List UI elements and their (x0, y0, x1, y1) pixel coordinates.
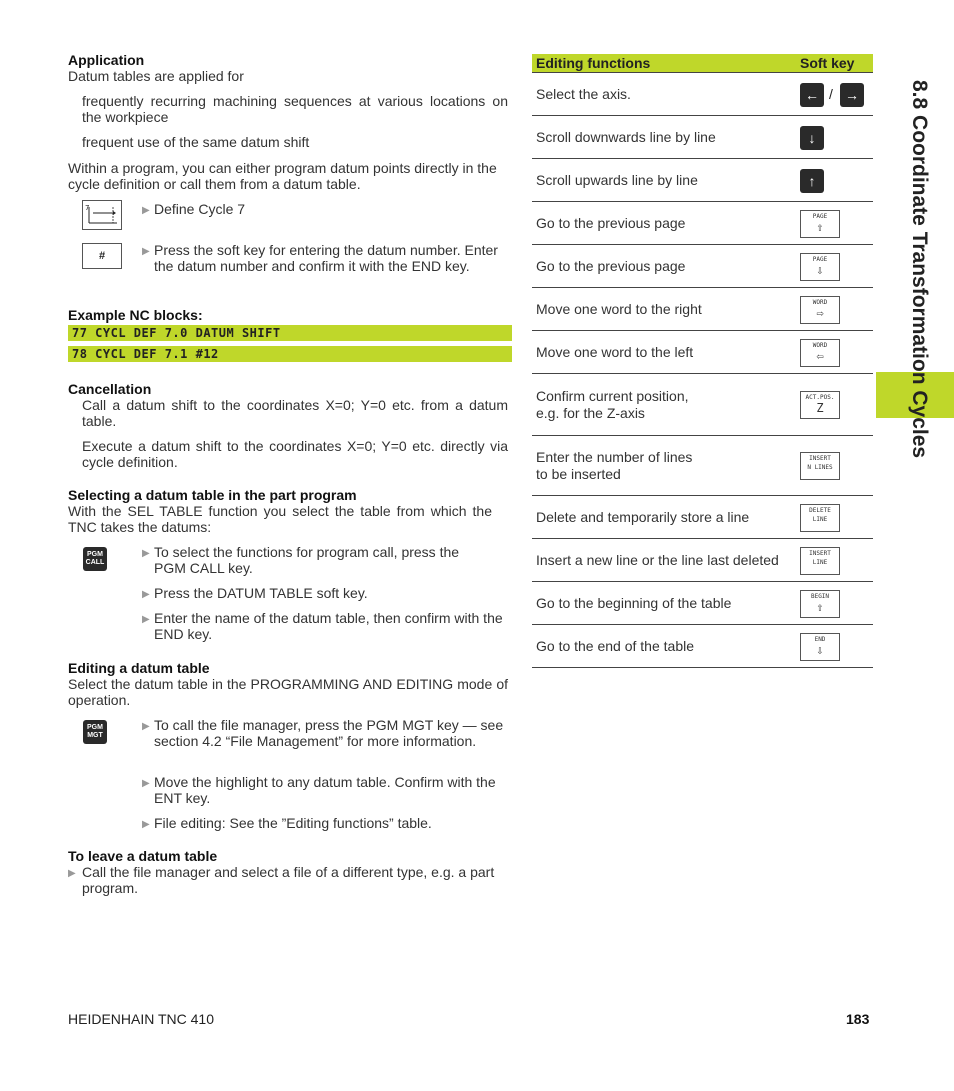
application-bullet-1: frequently recurring machining sequences at various locations on the workpiece (82, 93, 508, 125)
step-arrow-icon: ▶ (68, 868, 76, 879)
insert-softkey[interactable]: INSERT N LINES (800, 452, 840, 480)
step-press-softkey: ▶ Press the soft key for entering the datum number. Enter the datum number and confirm it with the END key. (142, 242, 498, 274)
row-label: Confirm current position, e.g. for the Z-axis (536, 388, 689, 421)
header-functions: Editing functions (536, 55, 651, 71)
table-row (532, 202, 873, 245)
nc-block-77: 77 CYCL DEF 7.0 DATUM SHIFT (68, 325, 512, 341)
svg-text:7: 7 (85, 204, 90, 212)
end-softkey[interactable]: END ⇩ (800, 633, 840, 661)
arrow-right-key[interactable]: → (840, 83, 864, 107)
row-label: Select the axis. (536, 86, 631, 102)
step-arrow-icon: ▶ (142, 614, 150, 625)
slash-separator: / (829, 85, 833, 102)
arrow-down-key[interactable]: ↓ (800, 126, 824, 150)
arrow-left-key[interactable]: ← (800, 83, 824, 107)
page-number: 183 (846, 1011, 870, 1027)
footer-brand: HEIDENHAIN TNC 410 (68, 1011, 215, 1027)
row-label: Go to the end of the table (536, 638, 695, 654)
nc-block-78: 78 CYCL DEF 7.1 #12 (68, 346, 512, 362)
word-softkey[interactable]: WORD ⇦ (800, 339, 840, 367)
row-label: Enter the number of lines to be inserted (536, 449, 693, 482)
leave-step: ▶ Call the file manager and select a file of a different type, e.g. a part program. (68, 864, 495, 896)
select-table-heading: Selecting a datum table in the part program (68, 487, 357, 503)
table-row (532, 288, 873, 331)
application-heading: Application (68, 52, 145, 68)
cancellation-text-1: Call a datum shift to the coordinates X=0; Y=0 etc. from a datum table. (82, 397, 508, 429)
edit-step-1: ▶ To call the file manager, press the PGM MGT key — see section 4.2 “File Management” for more information. (142, 717, 504, 749)
hash-softkey[interactable]: # (82, 243, 122, 269)
table-row (532, 245, 873, 288)
pgm-mgt-key[interactable]: PGM MGT (83, 720, 107, 744)
arrow-up-key[interactable]: ↑ (800, 169, 824, 193)
select-table-intro: With the SEL TABLE function you select the table from which the TNC takes the datums: (68, 503, 492, 535)
step-arrow-icon: ▶ (142, 819, 150, 830)
edit-step-2: ▶ Move the highlight to any datum table. Confirm with the ENT key. (142, 774, 496, 806)
begin-softkey[interactable]: BEGIN ⇧ (800, 590, 840, 618)
header-soft-key: Soft key (800, 55, 855, 71)
word-softkey[interactable]: WORD ⇨ (800, 296, 840, 324)
row-label: Scroll downwards line by line (536, 129, 716, 145)
step-arrow-icon: ▶ (142, 246, 150, 257)
table-row (532, 73, 873, 116)
row-label: Go to the previous page (536, 215, 686, 231)
step-arrow-icon: ▶ (142, 205, 150, 216)
table-row (532, 539, 873, 582)
select-step-1: ▶ To select the functions for program call, press the PGM CALL key. (142, 544, 460, 576)
cancellation-text-2: Execute a datum shift to the coordinates X=0; Y=0 etc. directly via cycle definition. (82, 438, 508, 470)
application-bullet-2: frequent use of the same datum shift (82, 134, 310, 150)
table-row (532, 582, 873, 625)
insert-softkey[interactable]: INSERT LINE (800, 547, 840, 575)
table-row (532, 625, 873, 668)
table-row (532, 436, 873, 496)
row-label: Move one word to the left (536, 344, 694, 360)
editing-heading: Editing a datum table (68, 660, 210, 676)
table-row (532, 374, 873, 436)
step-arrow-icon: ▶ (142, 778, 150, 789)
step-arrow-icon: ▶ (142, 548, 150, 559)
select-step-2: ▶ Press the DATUM TABLE soft key. (142, 585, 368, 601)
within-program-text: Within a program, you can either program datum points directly in the cycle definition or call them from a datum table. (68, 160, 497, 192)
page-softkey[interactable]: PAGE ⇧ (800, 210, 840, 238)
cancellation-heading: Cancellation (68, 381, 152, 397)
chapter-side-title: 8.8 Coordinate Transformation Cycles (908, 80, 931, 459)
row-label: Go to the beginning of the table (536, 595, 732, 611)
step-define-cycle: ▶ Define Cycle 7 (142, 201, 246, 217)
leave-heading: To leave a datum table (68, 848, 218, 864)
edit-step-3: ▶ File editing: See the ”Editing functions” table. (142, 815, 432, 831)
select-step-3: ▶ Enter the name of the datum table, then confirm with the END key. (142, 610, 503, 642)
pgm-call-key[interactable]: PGM CALL (83, 547, 107, 571)
row-label: Go to the previous page (536, 258, 686, 274)
row-label: Scroll upwards line by line (536, 172, 698, 188)
row-label: Insert a new line or the line last deleted (536, 552, 779, 568)
table-row (532, 496, 873, 539)
table-row (532, 116, 873, 159)
application-intro: Datum tables are applied for (68, 68, 244, 84)
cycle-7-icon (82, 200, 122, 230)
editing-intro: Select the datum table in the PROGRAMMING AND EDITING mode of operation. (68, 676, 508, 708)
row-label: Move one word to the right (536, 301, 702, 317)
step-arrow-icon: ▶ (142, 589, 150, 600)
act-pos--softkey[interactable]: ACT.POS. Z (800, 391, 840, 419)
table-row (532, 331, 873, 374)
table-row (532, 159, 873, 202)
row-label: Delete and temporarily store a line (536, 509, 750, 525)
page-softkey[interactable]: PAGE ⇩ (800, 253, 840, 281)
delete-softkey[interactable]: DELETE LINE (800, 504, 840, 532)
example-heading: Example NC blocks: (68, 307, 203, 323)
step-arrow-icon: ▶ (142, 721, 150, 732)
table-header (532, 54, 873, 73)
